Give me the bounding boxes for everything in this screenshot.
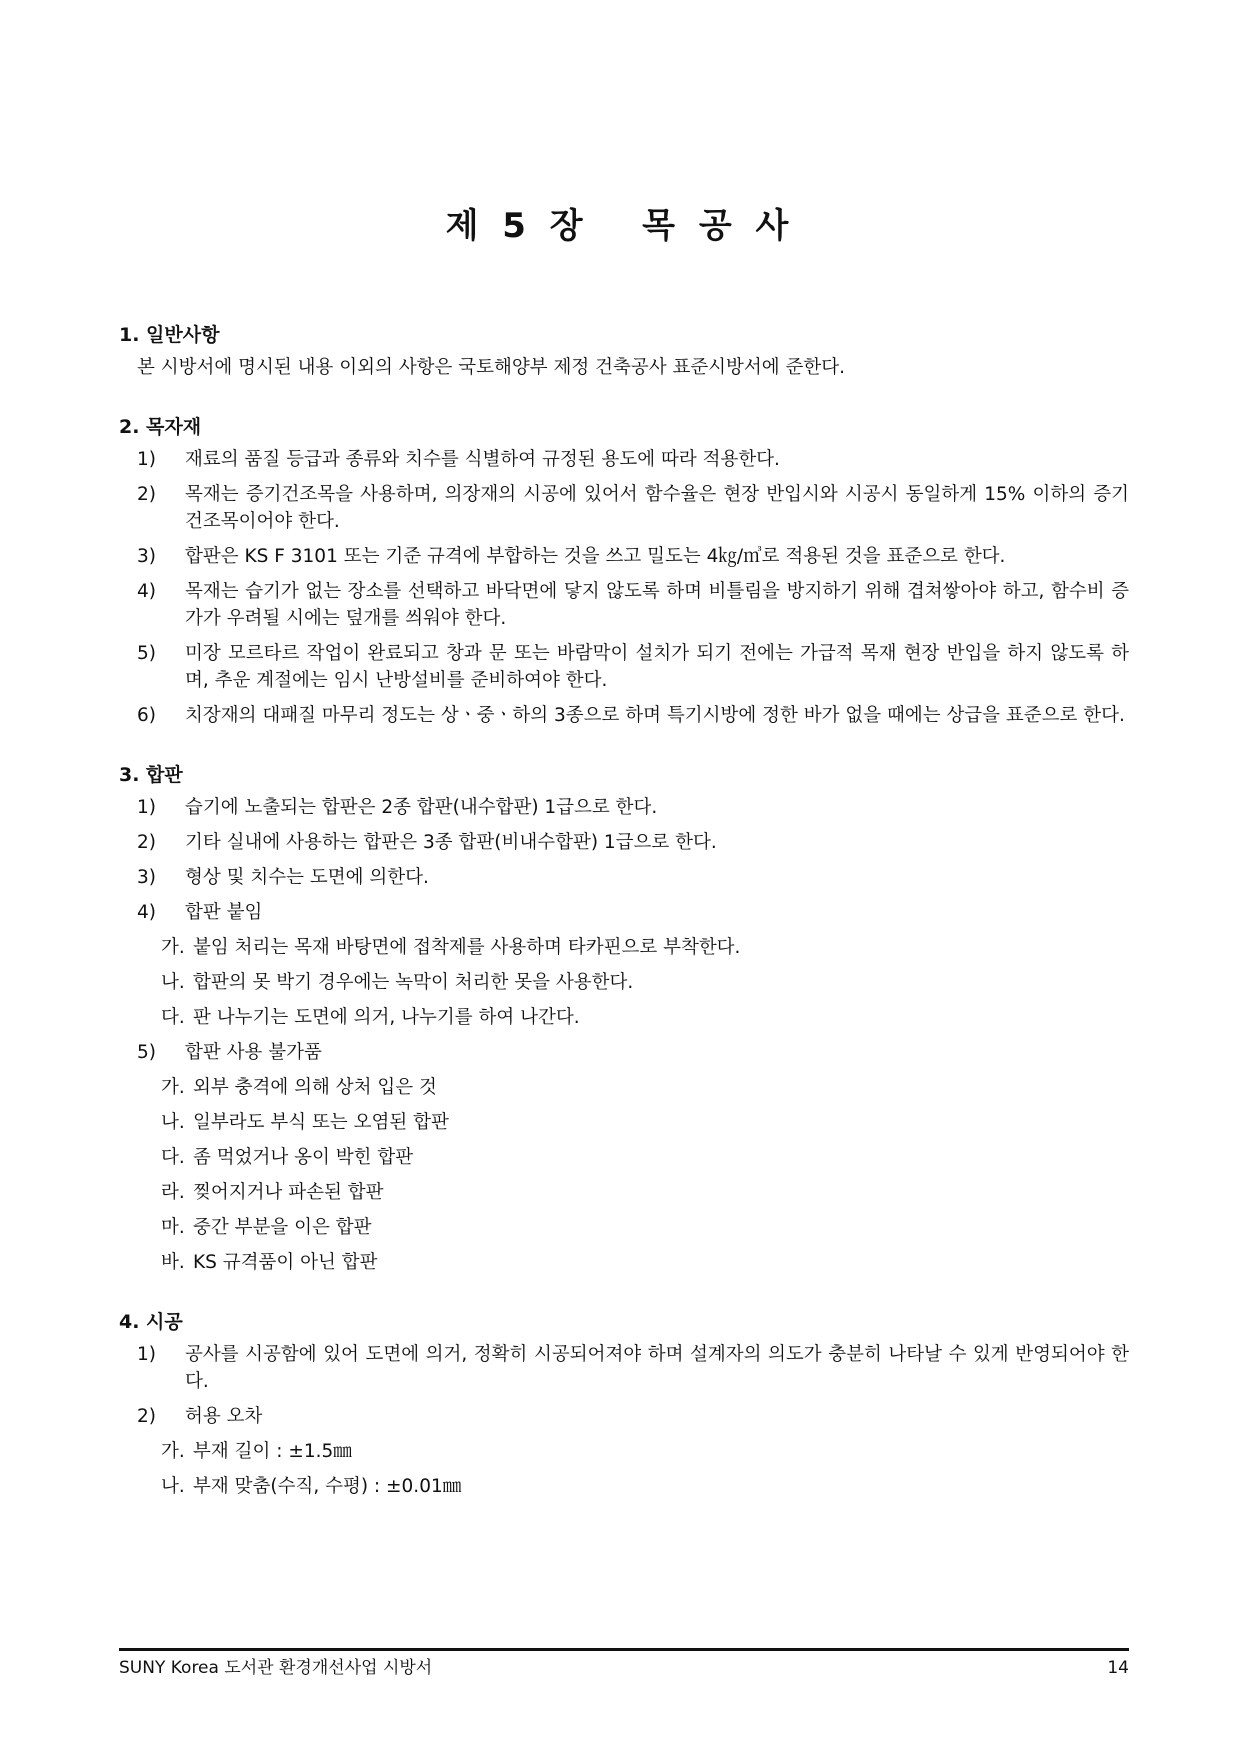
footer-document-title: SUNY Korea 도서관 환경개선사업 시방서 [119,1658,433,1678]
subitem-text: 외부 충격에 의해 상처 입은 것 [193,1077,437,1098]
footer-divider [119,1648,1129,1651]
sub-list-item [161,1179,1129,1206]
list-item [137,1341,1129,1395]
section-construction [119,1308,1129,1500]
list-item [137,578,1129,632]
item-text: 목재는 증기건조목을 사용하며, 의장재의 시공에 있어서 함수율은 현장 반입시와 시공시 동일하게 15% 이하의 증기건조목이어야 한다. [185,484,1129,532]
section-wood-materials [119,413,1129,729]
subitem-text: 부재 길이 : ±1.5㎜ [193,1441,352,1462]
sub-list-item [161,1249,1129,1276]
subitem-text: 합판의 못 박기 경우에는 녹막이 처리한 못을 사용한다. [193,972,634,993]
subitem-number: 가. [161,1077,185,1098]
sub-list-item [161,1109,1129,1136]
sub-list-item [161,1074,1129,1101]
subitem-number: 라. [161,1182,185,1203]
item-number: 2) [137,832,156,853]
list-item [137,446,1129,473]
item-number: 1) [137,1344,156,1365]
sub-list-item [161,1473,1129,1500]
sub-list-item [161,1004,1129,1031]
sub-list-item [161,1214,1129,1241]
sub-list-item [161,969,1129,996]
list-item [137,702,1129,729]
section-heading: 3. 합판 [119,764,183,786]
sub-list-item [161,1438,1129,1465]
list-item [137,794,1129,821]
subitem-number: 다. [161,1007,185,1028]
subitem-text: 부재 맞춤(수직, 수평) : ±0.01㎜ [193,1476,462,1497]
item-text: 공사를 시공함에 있어 도면에 의거, 정확히 시공되어져야 하며 설계자의 의도가 충분히 나타날 수 있게 반영되어야 한다. [185,1344,1129,1392]
item-number: 5) [137,1042,156,1063]
item-text: 재료의 품질 등급과 종류와 치수를 식별하여 규정된 용도에 따라 적용한다. [185,449,780,470]
item-text: 기타 실내에 사용하는 합판은 3종 합판(비내수합판) 1급으로 한다. [185,832,717,853]
section-heading: 2. 목자재 [119,416,202,438]
subitem-number: 다. [161,1147,185,1168]
section-paragraph: 본 시방서에 명시된 내용 이외의 사항은 국토해양부 제정 건축공사 표준시방서에 준한다. [137,357,846,378]
list-item [137,640,1129,694]
item-number: 1) [137,449,156,470]
list-item [137,829,1129,856]
subitem-text: 중간 부분을 이은 합판 [193,1217,372,1238]
subitem-number: 가. [161,937,185,958]
item-number: 3) [137,546,156,567]
list-item [137,1403,1129,1430]
subitem-number: 나. [161,972,185,993]
subitem-text: 좀 먹었거나 옹이 박힌 합판 [193,1147,414,1168]
section-heading: 4. 시공 [119,1311,183,1333]
list-item [137,543,1129,570]
item-text: 미장 모르타르 작업이 완료되고 창과 문 또는 바람막이 설치가 되기 전에는 가급적 목재 현장 반입을 하지 않도록 하며, 추운 계절에는 임시 난방설비를 준비하여야 한다. [185,643,1129,691]
item-number: 2) [137,484,156,505]
section-plywood [119,761,1129,1276]
item-text: 목재는 습기가 없는 장소를 선택하고 바닥면에 닿지 않도록 하며 비틀림을 방지하기 위해 겹쳐쌓아야 하고, 함수비 증가가 우려될 시에는 덮개를 씌워야 한다. [185,581,1129,629]
subitem-number: 나. [161,1476,185,1497]
subitem-text: 판 나누기는 도면에 의거, 나누기를 하여 나간다. [193,1007,580,1028]
section-general [119,321,1129,381]
list-item [137,481,1129,535]
item-number: 2) [137,1406,156,1427]
list-item [137,899,1129,926]
subitem-number: 마. [161,1217,185,1238]
item-text: 합판 붙임 [185,902,263,923]
item-number: 1) [137,797,156,818]
sub-list-item [161,934,1129,961]
list-item [137,864,1129,891]
section-heading: 1. 일반사항 [119,324,220,346]
subitem-number: 나. [161,1112,185,1133]
sub-list-item [161,1144,1129,1171]
subitem-text: 일부라도 부식 또는 오염된 합판 [193,1112,449,1133]
item-number: 6) [137,705,156,726]
document-body [119,321,1129,1532]
subitem-text: 찢어지거나 파손된 합판 [193,1182,384,1203]
item-text: 허용 오차 [185,1406,263,1427]
item-text: 형상 및 치수는 도면에 의한다. [185,867,429,888]
subitem-text: 붙임 처리는 목재 바탕면에 접착제를 사용하며 타카핀으로 부착한다. [193,937,741,958]
subitem-number: 가. [161,1441,185,1462]
item-number: 3) [137,867,156,888]
subitem-text: KS 규격품이 아닌 합판 [193,1252,378,1273]
item-number: 4) [137,902,156,923]
item-text: 치장재의 대패질 마무리 정도는 상ㆍ중ㆍ하의 3종으로 하며 특기시방에 정한 바가 없을 때에는 상급을 표준으로 한다. [185,705,1125,726]
page-title: 제 5 장 목 공 사 [445,206,795,246]
subitem-number: 바. [161,1252,185,1273]
item-text: 합판 사용 불가품 [185,1042,322,1063]
page-number: 14 [1107,1658,1129,1678]
list-item [137,1039,1129,1066]
item-text: 합판은 KS F 3101 또는 기준 규격에 부합하는 것을 쓰고 밀도는 4㎏/㎥로 적용된 것을 표준으로 한다. [185,546,1006,567]
item-number: 4) [137,581,156,602]
item-text: 습기에 노출되는 합판은 2종 합판(내수합판) 1급으로 한다. [185,797,658,818]
item-number: 5) [137,643,156,664]
